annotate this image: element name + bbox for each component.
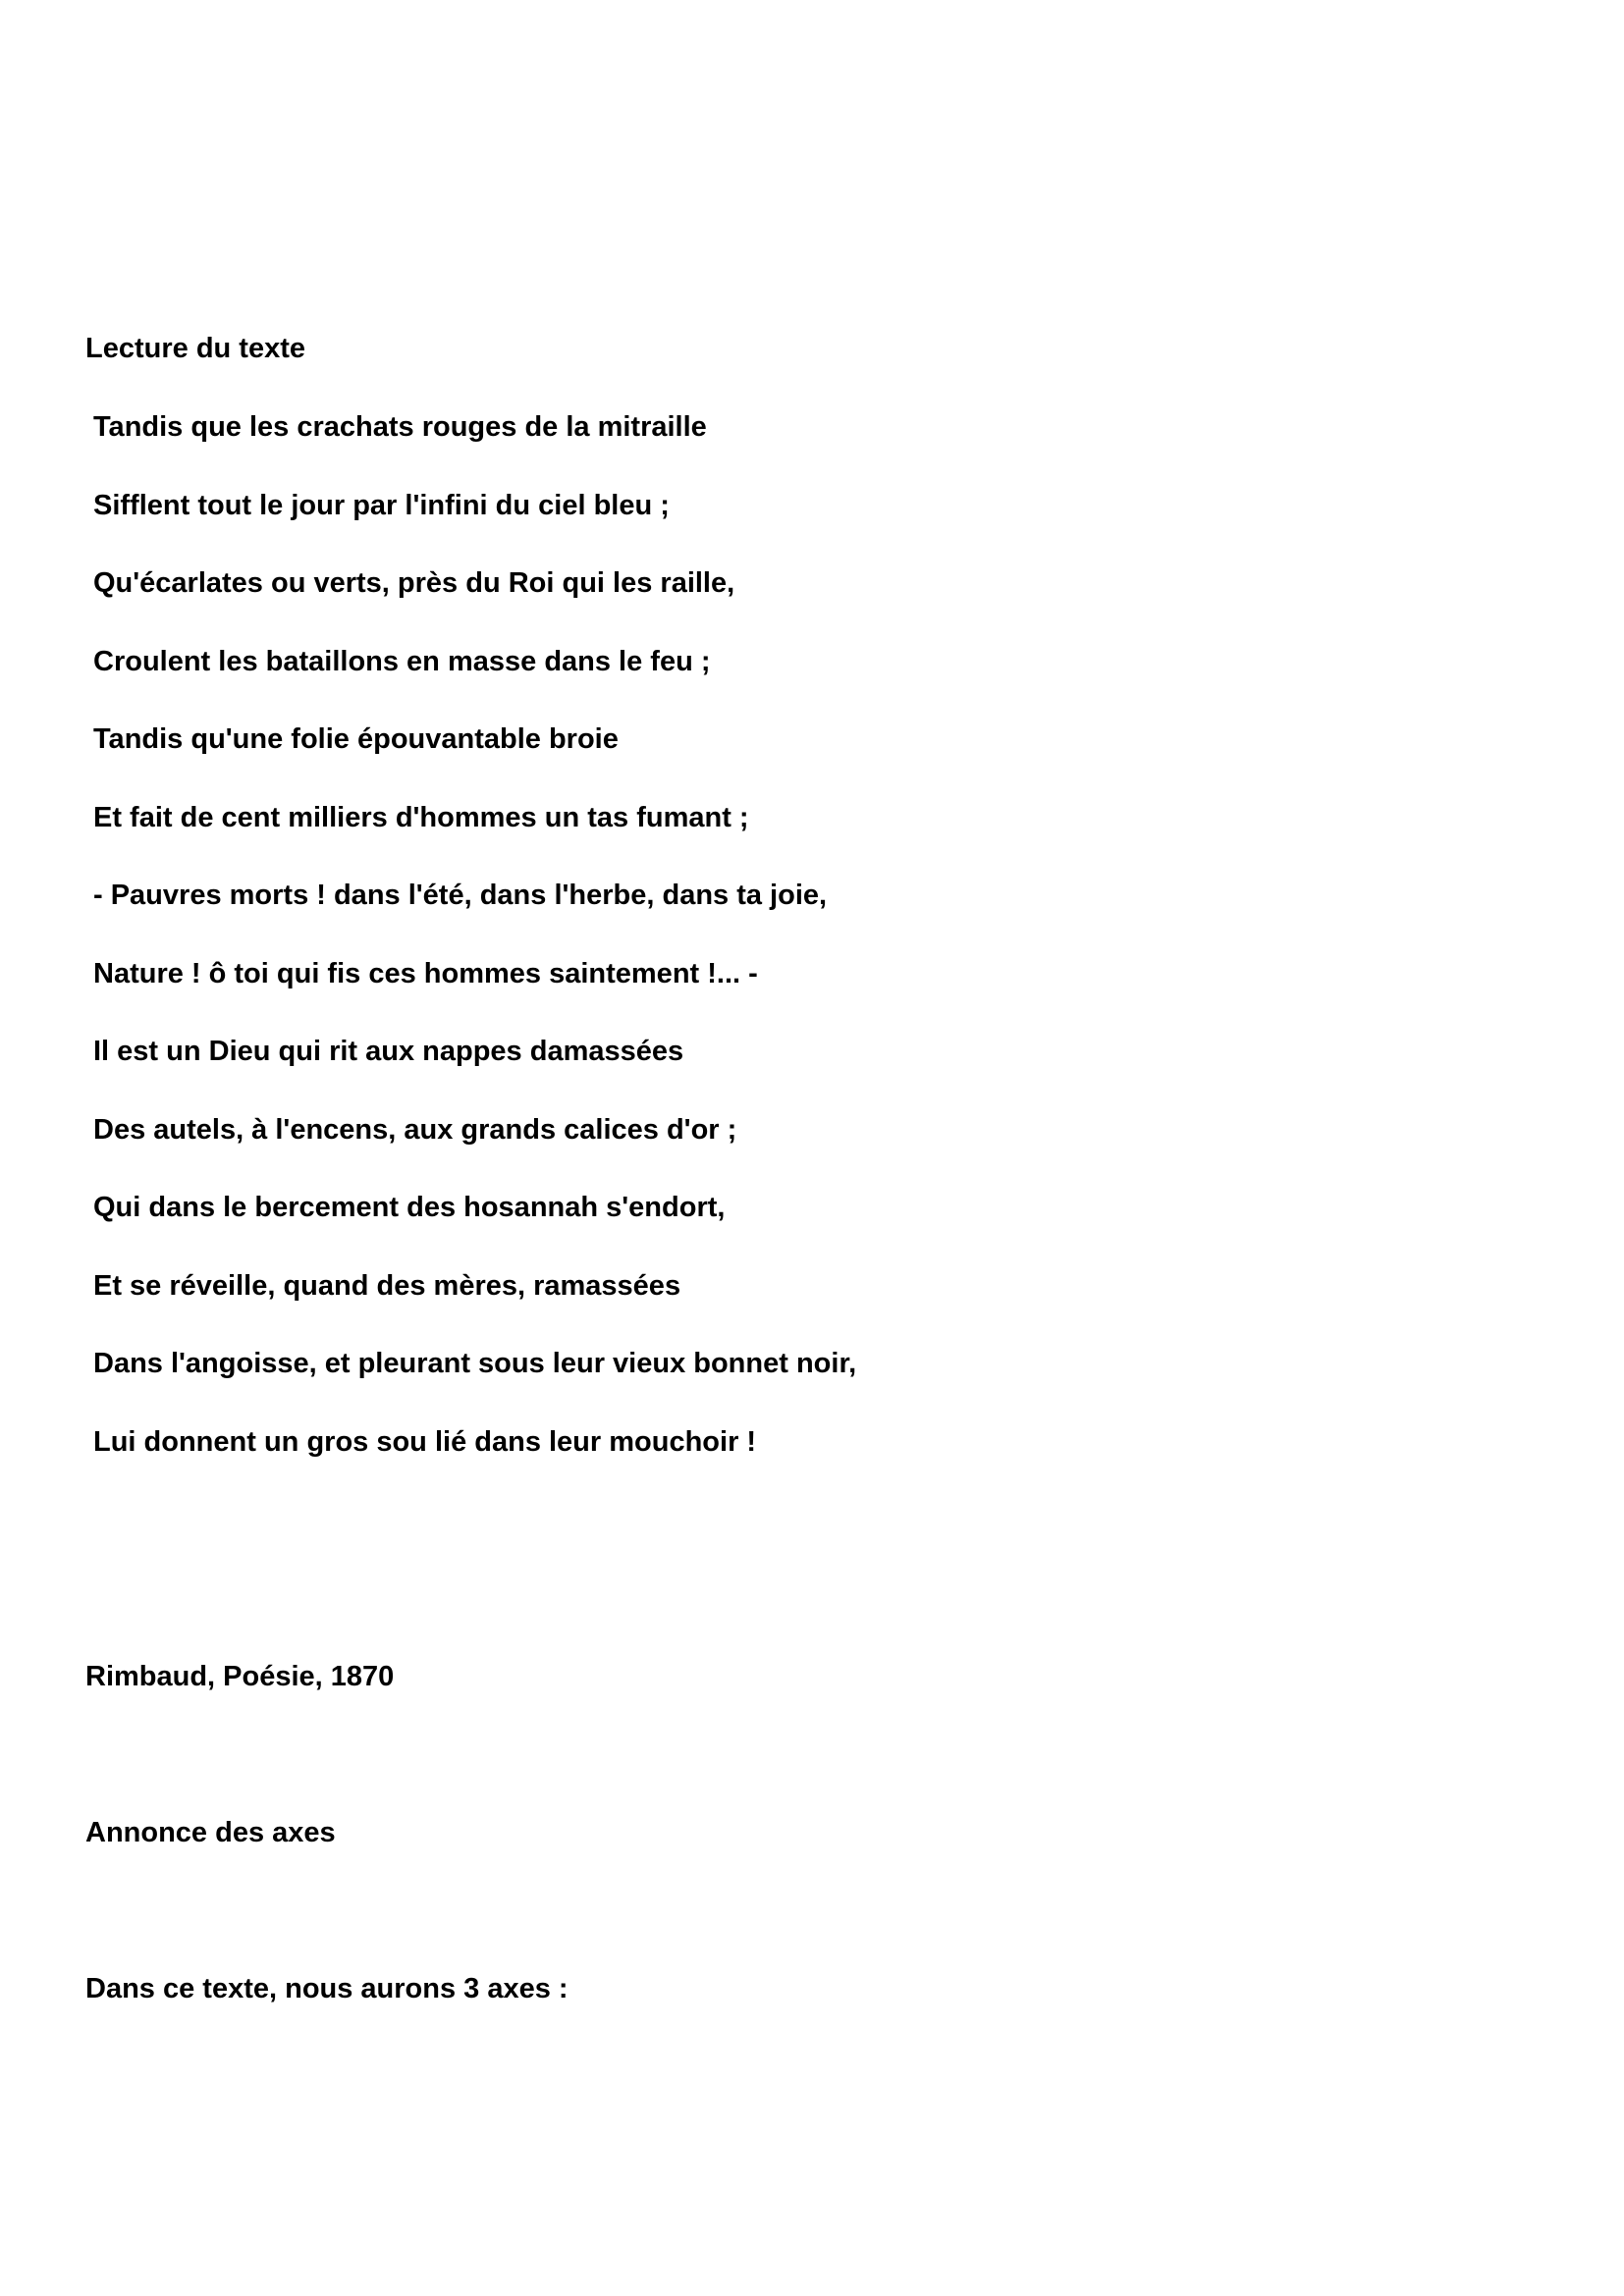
section-title-axes: Annonce des axes (85, 1817, 336, 1848)
poem-source: Rimbaud, Poésie, 1870 (85, 1661, 395, 1692)
poem-line: Croulent les bataillons en masse dans le feu ; (93, 646, 711, 677)
axes-intro: Dans ce texte, nous aurons 3 axes : (85, 1973, 568, 2004)
poem-line: Tandis qu'une folie épouvantable broie (93, 723, 619, 755)
poem-line: Et fait de cent milliers d'hommes un tas fumant ; (93, 802, 749, 833)
poem-line: Des autels, à l'encens, aux grands calices d'or ; (93, 1114, 737, 1146)
poem-line: Il est un Dieu qui rit aux nappes damassées (93, 1036, 684, 1067)
poem-line: Qu'écarlates ou verts, près du Roi qui les raille, (93, 567, 735, 599)
poem-line: Et se réveille, quand des mères, ramassées (93, 1270, 681, 1302)
poem-line: Lui donnent un gros sou lié dans leur mouchoir ! (93, 1426, 757, 1458)
poem-line: Nature ! ô toi qui fis ces hommes saintement !... - (93, 958, 758, 989)
poem-line: Sifflent tout le jour par l'infini du ciel bleu ; (93, 490, 670, 521)
section-title-lecture: Lecture du texte (85, 333, 305, 364)
poem-line: - Pauvres morts ! dans l'été, dans l'herbe, dans ta joie, (93, 880, 828, 911)
poem-line: Qui dans le bercement des hosannah s'endort, (93, 1192, 726, 1223)
poem-line: Dans l'angoisse, et pleurant sous leur vieux bonnet noir, (93, 1348, 857, 1379)
poem-line: Tandis que les crachats rouges de la mitraille (93, 411, 707, 443)
